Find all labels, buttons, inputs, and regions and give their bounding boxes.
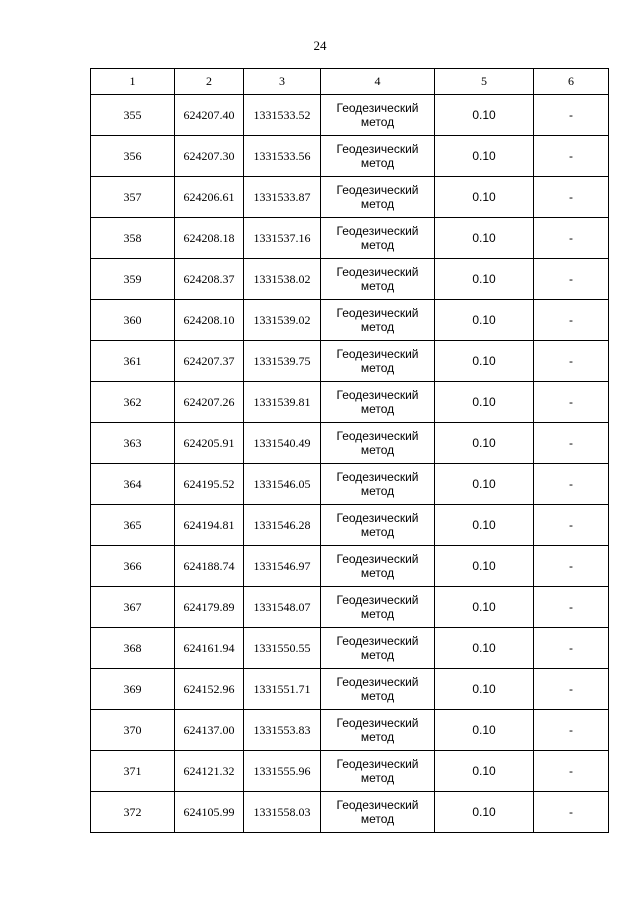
- method-line-2: метод: [360, 197, 395, 211]
- table-row: [91, 587, 609, 628]
- table-row: [91, 792, 609, 833]
- coordinate-y: 1331533.56: [244, 136, 321, 177]
- method-line-1: Геодезический: [336, 675, 419, 689]
- point-number: 371: [91, 751, 175, 792]
- accuracy-value: 0.10: [435, 177, 534, 218]
- method-line-1: Геодезический: [336, 470, 419, 484]
- point-number: 364: [91, 464, 175, 505]
- accuracy-value: 0.10: [435, 95, 534, 136]
- method-line-2: метод: [360, 279, 395, 293]
- coordinate-x: 624161.94: [175, 628, 244, 669]
- table-row: [91, 259, 609, 300]
- point-number: 363: [91, 423, 175, 464]
- coordinate-y: 1331539.75: [244, 341, 321, 382]
- method-line-2: метод: [360, 402, 395, 416]
- point-number: 355: [91, 95, 175, 136]
- method-cell: [321, 464, 435, 505]
- coordinate-x: 624207.26: [175, 382, 244, 423]
- extra-value: -: [534, 464, 609, 505]
- method-cell: [321, 382, 435, 423]
- method-line-2: метод: [360, 730, 395, 744]
- table-row: [91, 341, 609, 382]
- coordinate-x: 624206.61: [175, 177, 244, 218]
- point-number: 369: [91, 669, 175, 710]
- accuracy-value: 0.10: [435, 587, 534, 628]
- method-cell: [321, 587, 435, 628]
- extra-value: -: [534, 382, 609, 423]
- coordinate-y: 1331540.49: [244, 423, 321, 464]
- table-row: [91, 136, 609, 177]
- coordinates-table: [90, 68, 609, 833]
- accuracy-value: 0.10: [435, 669, 534, 710]
- point-number: 368: [91, 628, 175, 669]
- column-header: 5: [435, 69, 534, 95]
- coordinate-y: 1331533.52: [244, 95, 321, 136]
- method-cell: [321, 95, 435, 136]
- method-line-1: Геодезический: [336, 142, 419, 156]
- method-cell: [321, 218, 435, 259]
- method-cell: [321, 136, 435, 177]
- method-cell: [321, 669, 435, 710]
- method-line-1: Геодезический: [336, 388, 419, 402]
- method-cell: [321, 341, 435, 382]
- method-line-2: метод: [360, 361, 395, 375]
- method-line-1: Геодезический: [336, 593, 419, 607]
- column-header: 3: [244, 69, 321, 95]
- point-number: 372: [91, 792, 175, 833]
- extra-value: -: [534, 628, 609, 669]
- coordinate-x: 624121.32: [175, 751, 244, 792]
- table-row: [91, 218, 609, 259]
- method-line-1: Геодезический: [336, 511, 419, 525]
- page-number: 24: [313, 38, 327, 53]
- method-line-2: метод: [360, 566, 395, 580]
- point-number: 359: [91, 259, 175, 300]
- extra-value: -: [534, 136, 609, 177]
- table-row: [91, 546, 609, 587]
- coordinate-x: 624188.74: [175, 546, 244, 587]
- method-line-1: Геодезический: [336, 101, 419, 115]
- method-line-2: метод: [360, 156, 395, 170]
- coordinate-x: 624194.81: [175, 505, 244, 546]
- accuracy-value: 0.10: [435, 546, 534, 587]
- coordinate-y: 1331546.05: [244, 464, 321, 505]
- coordinate-x: 624195.52: [175, 464, 244, 505]
- table-row: [91, 300, 609, 341]
- column-header: 2: [175, 69, 244, 95]
- coordinate-x: 624137.00: [175, 710, 244, 751]
- accuracy-value: 0.10: [435, 628, 534, 669]
- coordinate-y: 1331539.02: [244, 300, 321, 341]
- method-cell: [321, 177, 435, 218]
- method-line-2: метод: [360, 443, 395, 457]
- accuracy-value: 0.10: [435, 382, 534, 423]
- method-line-2: метод: [360, 484, 395, 498]
- method-cell: [321, 423, 435, 464]
- table-row: [91, 751, 609, 792]
- coordinate-y: 1331553.83: [244, 710, 321, 751]
- extra-value: -: [534, 423, 609, 464]
- accuracy-value: 0.10: [435, 505, 534, 546]
- method-line-2: метод: [360, 812, 395, 826]
- extra-value: -: [534, 792, 609, 833]
- method-line-1: Геодезический: [336, 183, 419, 197]
- accuracy-value: 0.10: [435, 792, 534, 833]
- table-row: [91, 464, 609, 505]
- coordinate-y: 1331538.02: [244, 259, 321, 300]
- coordinate-y: 1331548.07: [244, 587, 321, 628]
- coordinate-x: 624152.96: [175, 669, 244, 710]
- method-line-1: Геодезический: [336, 224, 419, 238]
- extra-value: -: [534, 669, 609, 710]
- method-cell: [321, 710, 435, 751]
- method-line-2: метод: [360, 320, 395, 334]
- point-number: 361: [91, 341, 175, 382]
- accuracy-value: 0.10: [435, 710, 534, 751]
- method-line-1: Геодезический: [336, 757, 419, 771]
- method-line-2: метод: [360, 115, 395, 129]
- coordinate-x: 624207.30: [175, 136, 244, 177]
- accuracy-value: 0.10: [435, 751, 534, 792]
- method-cell: [321, 300, 435, 341]
- table-row: [91, 95, 609, 136]
- method-line-2: метод: [360, 607, 395, 621]
- coordinate-y: 1331550.55: [244, 628, 321, 669]
- coordinate-y: 1331533.87: [244, 177, 321, 218]
- coordinate-y: 1331546.97: [244, 546, 321, 587]
- coordinate-x: 624208.18: [175, 218, 244, 259]
- point-number: 366: [91, 546, 175, 587]
- table-row: [91, 505, 609, 546]
- method-line-2: метод: [360, 525, 395, 539]
- accuracy-value: 0.10: [435, 341, 534, 382]
- extra-value: -: [534, 259, 609, 300]
- coordinate-x: 624207.37: [175, 341, 244, 382]
- coordinate-y: 1331539.81: [244, 382, 321, 423]
- method-line-1: Геодезический: [336, 634, 419, 648]
- table-row: [91, 669, 609, 710]
- table-header-row: [91, 69, 609, 95]
- accuracy-value: 0.10: [435, 218, 534, 259]
- coordinate-y: 1331558.03: [244, 792, 321, 833]
- point-number: 358: [91, 218, 175, 259]
- coordinate-x: 624205.91: [175, 423, 244, 464]
- coordinate-x: 624179.89: [175, 587, 244, 628]
- table-row: [91, 382, 609, 423]
- point-number: 367: [91, 587, 175, 628]
- table-row: [91, 710, 609, 751]
- accuracy-value: 0.10: [435, 136, 534, 177]
- method-cell: [321, 259, 435, 300]
- method-cell: [321, 751, 435, 792]
- accuracy-value: 0.10: [435, 464, 534, 505]
- point-number: 360: [91, 300, 175, 341]
- extra-value: -: [534, 505, 609, 546]
- coordinate-y: 1331546.28: [244, 505, 321, 546]
- table-row: [91, 423, 609, 464]
- method-cell: [321, 546, 435, 587]
- coordinate-x: 624208.10: [175, 300, 244, 341]
- method-cell: [321, 628, 435, 669]
- coordinate-y: 1331537.16: [244, 218, 321, 259]
- column-header: 4: [321, 69, 435, 95]
- accuracy-value: 0.10: [435, 259, 534, 300]
- point-number: 362: [91, 382, 175, 423]
- coordinate-x: 624207.40: [175, 95, 244, 136]
- extra-value: -: [534, 300, 609, 341]
- extra-value: -: [534, 710, 609, 751]
- method-line-1: Геодезический: [336, 265, 419, 279]
- method-cell: [321, 792, 435, 833]
- coordinate-x: 624105.99: [175, 792, 244, 833]
- column-header: 1: [91, 69, 175, 95]
- method-line-2: метод: [360, 771, 395, 785]
- column-header: 6: [534, 69, 609, 95]
- point-number: 370: [91, 710, 175, 751]
- extra-value: -: [534, 218, 609, 259]
- method-line-2: метод: [360, 689, 395, 703]
- method-line-2: метод: [360, 648, 395, 662]
- extra-value: -: [534, 341, 609, 382]
- coordinate-x: 624208.37: [175, 259, 244, 300]
- point-number: 365: [91, 505, 175, 546]
- accuracy-value: 0.10: [435, 423, 534, 464]
- extra-value: -: [534, 95, 609, 136]
- point-number: 356: [91, 136, 175, 177]
- method-line-2: метод: [360, 238, 395, 252]
- coordinate-y: 1331555.96: [244, 751, 321, 792]
- method-line-1: Геодезический: [336, 306, 419, 320]
- extra-value: -: [534, 587, 609, 628]
- extra-value: -: [534, 546, 609, 587]
- extra-value: -: [534, 177, 609, 218]
- method-line-1: Геодезический: [336, 716, 419, 730]
- method-line-1: Геодезический: [336, 429, 419, 443]
- accuracy-value: 0.10: [435, 300, 534, 341]
- table-row: [91, 628, 609, 669]
- coordinate-y: 1331551.71: [244, 669, 321, 710]
- point-number: 357: [91, 177, 175, 218]
- method-cell: [321, 505, 435, 546]
- table-row: [91, 177, 609, 218]
- method-line-1: Геодезический: [336, 798, 419, 812]
- method-line-1: Геодезический: [336, 552, 419, 566]
- method-line-1: Геодезический: [336, 347, 419, 361]
- extra-value: -: [534, 751, 609, 792]
